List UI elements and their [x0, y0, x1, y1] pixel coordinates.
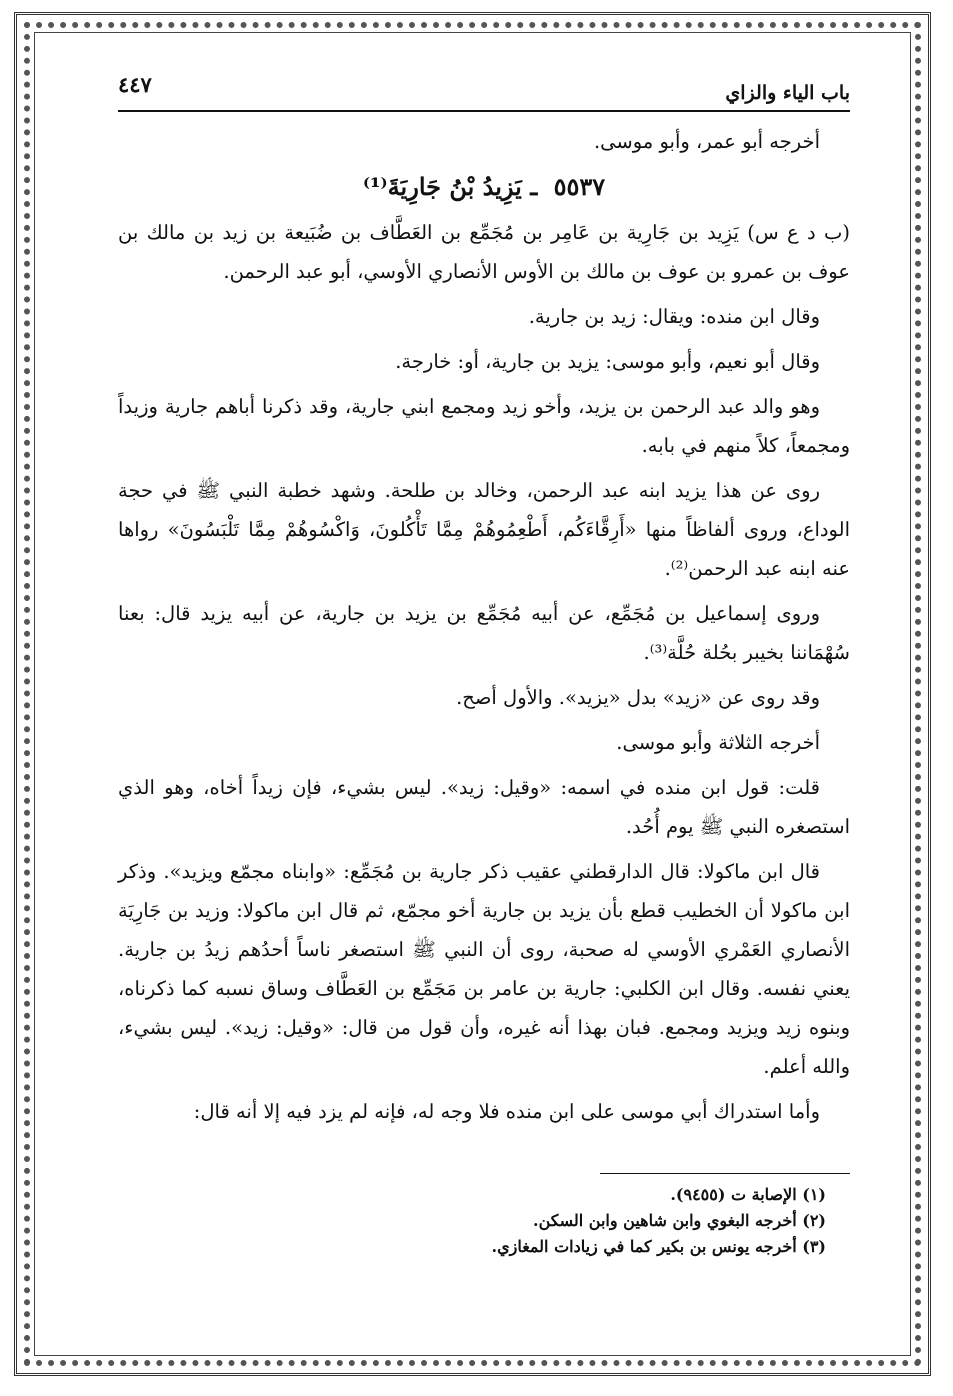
paragraph: وروى إسماعيل بن مُجَمِّع، عن أبيه مُجَمِّع بن يزيد بن جارية، عن أبيه يزيد قال: بعنا سُهْمَاننا بخيبر بحُلة حُلَّة⁽³⁾. [118, 602, 850, 664]
paragraph: وهو والد عبد الرحمن بن يزيد، وأخو زيد ومجمع ابني جارية، وقد ذكرنا أباهم جارية وزيداً ومجمعاً، كلاً منهم في بابه. [118, 395, 850, 457]
footnote: (١) الإصابة ت (٩٤٥٥). [670, 1185, 826, 1204]
paragraph: وقال أبو نعيم، وأبو موسى: يزيد بن جارية، أو: خارجة. [395, 350, 820, 373]
entry-separator: ـ [530, 172, 538, 201]
paragraph: أخرجه أبو عمر، وأبو موسى. [593, 130, 820, 153]
entry-heading [118, 167, 850, 207]
page-content [118, 70, 850, 1350]
footnote: (٣) أخرجه يونس بن بكير كما في زيادات المغازي. [491, 1237, 826, 1256]
body-text [118, 122, 850, 1260]
paragraph: وقد روى عن «زيد» بدل «يزيد». والأول أصح. [456, 686, 820, 709]
paragraph: قلت: قول ابن منده في اسمه: «وقيل: زيد». ليس بشيء، فإن زيداً أخاه، وهو الذي استصغره النبي ﷺ يوم أُحُد. [118, 776, 850, 838]
paragraph: وقال ابن منده: ويقال: زيد بن جارية. [528, 305, 820, 328]
paragraph: روى عن هذا يزيد ابنه عبد الرحمن، وخالد بن طلحة. وشهد خطبة النبي ﷺ في حجة الوداع، وروى ألفاظاً منها «أَرِقَّاءَكُم، أَطْعِمُوهُمْ مِمَّا تَأْكُلونَ، وَاكْسُوهُمْ مِمَّا تَلْبَسُونَ» رواها عنه ابنه عبد الرحمن⁽²⁾. [118, 479, 850, 580]
footnote: (٢) أخرجه البغوي وابن شاهين وابن السكن. [533, 1211, 826, 1230]
paragraph: أخرجه الثلاثة وأبو موسى. [616, 731, 820, 754]
paragraph: وأما استدراك أبي موسى على ابن منده فلا وجه له، فإنه لم يزد فيه إلا أنه قال: [193, 1100, 820, 1123]
entry-number: ٥٥٣٧ [553, 172, 606, 201]
page-number: ٤٤٧ [118, 72, 152, 97]
entry-name: يَزِيدُ بْنُ جَارِيَةَ⁽¹⁾ [362, 172, 522, 201]
running-header [118, 70, 850, 112]
footnote-rule [600, 1173, 850, 1174]
paragraph: (ب د ع س) يَزِيد بن جَارِية بن عَامِر بن مُجَمِّع بن العَطَّاف بن ضُبَيعة بن زيد بن مالك بن عوف بن عمرو بن عوف بن مالك بن الأوس الأنصاري الأوسي، أبو عبد الرحمن. [118, 221, 850, 283]
paragraph: قال ابن ماكولا: قال الدارقطني عقيب ذكر جارية بن مُجَمِّع: «وابناه مجمّع ويزيد». وذكر ابن ماكولا أن الخطيب قطع بأن يزيد بن جارية أخو مجمّع، ثم قال ابن ماكولا: وزيد بن جَارِيَة الأنصاري العَمْري الأوسي له صحبة، روى أن النبي ﷺ استصغر ناساً أحدُهم زيدُ بن جارية. يعني نفسه. وقال ابن الكلبي: جارية بن عامر بن مَجَمِّع بن العَطَّاف وساق نسبه كما ذكرناه، وبنوه زيد ويزيد ومجمع. فبان بهذا أنه غيره، وأن قول من قال: «وقيل: زيد». ليس بشيء، والله أعلم. [118, 860, 850, 1078]
chapter-title: باب الياء والزاي [725, 82, 850, 104]
footnotes [118, 1182, 826, 1260]
